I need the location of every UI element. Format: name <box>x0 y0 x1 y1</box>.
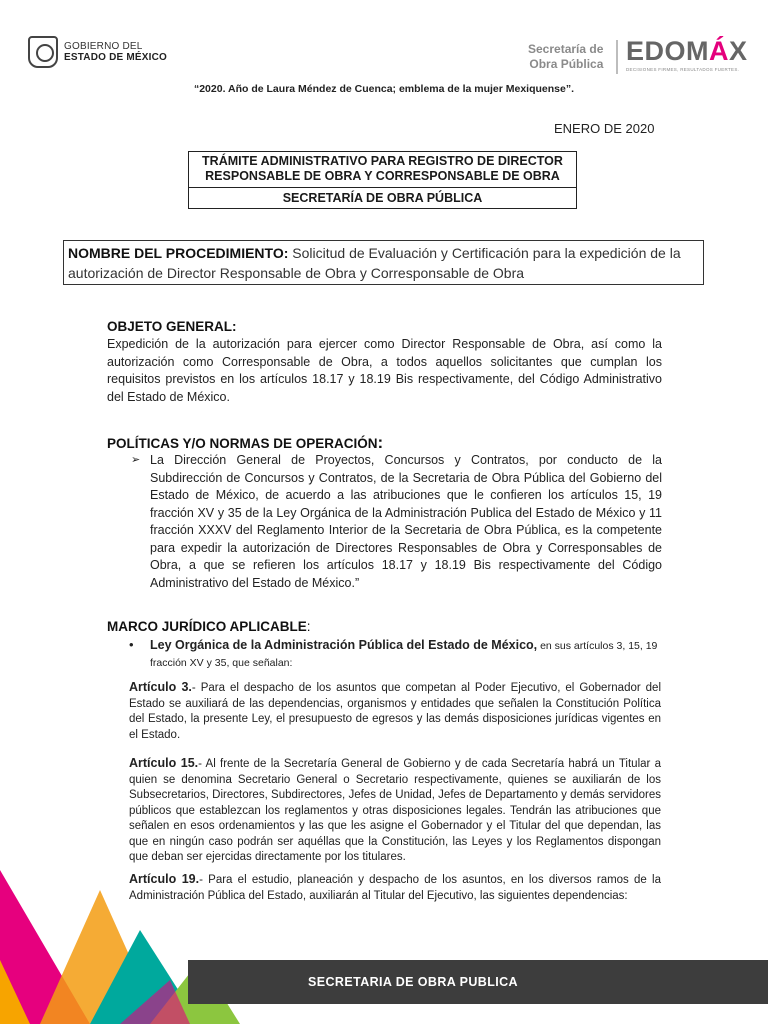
articulo-label: Artículo 3. <box>129 680 192 694</box>
politicas-list-item <box>131 452 662 592</box>
marco-heading <box>107 619 311 634</box>
bullet-dot-icon: • <box>129 637 134 652</box>
gov-line-1: GOBIERNO DEL <box>64 41 143 52</box>
articulo-3 <box>129 680 661 743</box>
politicas-heading-colon: : <box>377 433 384 452</box>
procedure-label: NOMBRE DEL PROCEDIMIENTO: <box>68 245 289 261</box>
brand-post: X <box>729 36 748 66</box>
year-motto: “2020. Año de Laura Méndez de Cuenca; emblema de la mujer Mexiquense”. <box>193 83 575 95</box>
law-articles: en sus artículos 3, 15, 19 fracción XV y 35, que señalan: <box>150 640 658 669</box>
edomex-wordmark <box>626 36 748 66</box>
politicas-heading <box>107 433 383 453</box>
document-date: ENERO DE 2020 <box>554 121 655 136</box>
logo-divider <box>616 40 618 74</box>
gov-line-2: ESTADO DE MÉXICO <box>64 52 168 63</box>
articulo-label: Artículo 15. <box>129 756 199 770</box>
edomex-tagline: DECISIONES FIRMES, RESULTADOS FUERTES. <box>626 67 740 72</box>
brand-pre: EDOM <box>626 36 709 66</box>
articulo-text: - Para el despacho de los asuntos que competan al Poder Ejecutivo, el Gobernador del Estado se auxiliará de las dependencias, organismos y entidades que señalen la Constitución Política del Estado, la presente Ley, el presupuesto de egresos y las demás disposiciones jurídicas vigentes en el Estado. <box>129 682 662 741</box>
objeto-text: Expedición de la autorización para ejercer como Director Responsable de Obra, así como la autorización como Corresponsable de Obra, a todos aquellos solicitantes que cumplan los requisitos previstos en los artículos 18.17 y 18.19 Bis respectivamente, del Código Administrativo del Estado de México. <box>107 337 662 404</box>
articulo-text: - Al frente de la Secretaría General de Gobierno y de cada Secretaría habrá un Titular a quien se denomina Secretario General o Secretario respectivamente, quienes se auxiliarán de los Subsecretarios, Directores, Subdirectores, Jefes de Unidad, Jefes de Departamento y demás servidores públicos que establezcan los reglamentos y otras disposiciones legales. Tendrán las atribuciones que señalen en esos ordenamientos y las que les asigne el Gobernador y el Titular del que dependan, las que en ningún caso podrán ser aquéllas que la Constitución, las Leyes y los Reglamentos dispongan que deban ser ejercidas directamente por los titulares. <box>129 758 661 863</box>
sec-line-1: Secretaría de <box>528 42 604 56</box>
document-title: TRÁMITE ADMINISTRATIVO PARA REGISTRO DE DIRECTOR RESPONSABLE DE OBRA Y CORRESPONSABLE DE OBRA <box>189 152 576 188</box>
state-seal-icon <box>28 36 58 68</box>
marco-heading-text: MARCO JURÍDICO APLICABLE <box>107 619 307 634</box>
brand-accent: Á <box>709 36 729 66</box>
sec-line-2: Obra Pública <box>529 57 604 71</box>
arrow-bullet-icon: ➢ <box>131 454 141 466</box>
secretaria-logo <box>528 42 603 72</box>
edomex-logo <box>626 36 748 72</box>
articulo-text: - Para el estudio, planeación y despacho de los asuntos, en los diversos ramos de la Administración Pública del Estado, auxiliarán al Titular del Ejecutivo, las siguientes dependencias: <box>129 874 661 902</box>
marco-item-text <box>150 637 669 671</box>
marco-heading-colon: : <box>306 619 311 634</box>
politicas-item-text: La Dirección General de Proyectos, Concursos y Contratos, por conducto de la Subdirección de Concursos y Contratos, de la Secretaria de Obra Pública del Gobierno del Estado de México, de acuerdo a las atribuciones que le confieren los artículos 15, 19 fracción XV y 35 de la Ley Orgánica de la Administración Publica del Estado de México y 11 fracción XXXV del Reglamento Interior de la Secretaria de Obra Pública, es la competente para expedir la autorización de Directores Responsables de Obra y Corresponsables de Obra, a que se refieren los artículos 18.17 y 18.19 Bis respectivamente del Código Administrativo del Estado de México.” <box>150 453 662 590</box>
title-box <box>188 151 577 209</box>
footer-text: SECRETARIA DE OBRA PUBLICA <box>308 975 518 989</box>
objeto-heading: OBJETO GENERAL: <box>107 319 237 334</box>
politicas-heading-text: POLÍTICAS Y/O NORMAS DE OPERACIÓN <box>107 436 378 451</box>
document-subtitle: SECRETARÍA DE OBRA PÚBLICA <box>282 191 483 205</box>
procedure-text: Solicitud de Evaluación y Certificación para la expedición de la autorización de Director Responsable de Obra y Corresponsable de Obra <box>68 245 681 281</box>
government-logo-text <box>64 41 167 63</box>
government-logo <box>28 36 167 68</box>
procedure-name-box <box>63 240 704 285</box>
articulo-label: Artículo 19. <box>129 872 200 886</box>
marco-list-item <box>129 637 669 671</box>
law-name: Ley Orgánica de la Administración Pública del Estado de México, <box>150 638 538 652</box>
